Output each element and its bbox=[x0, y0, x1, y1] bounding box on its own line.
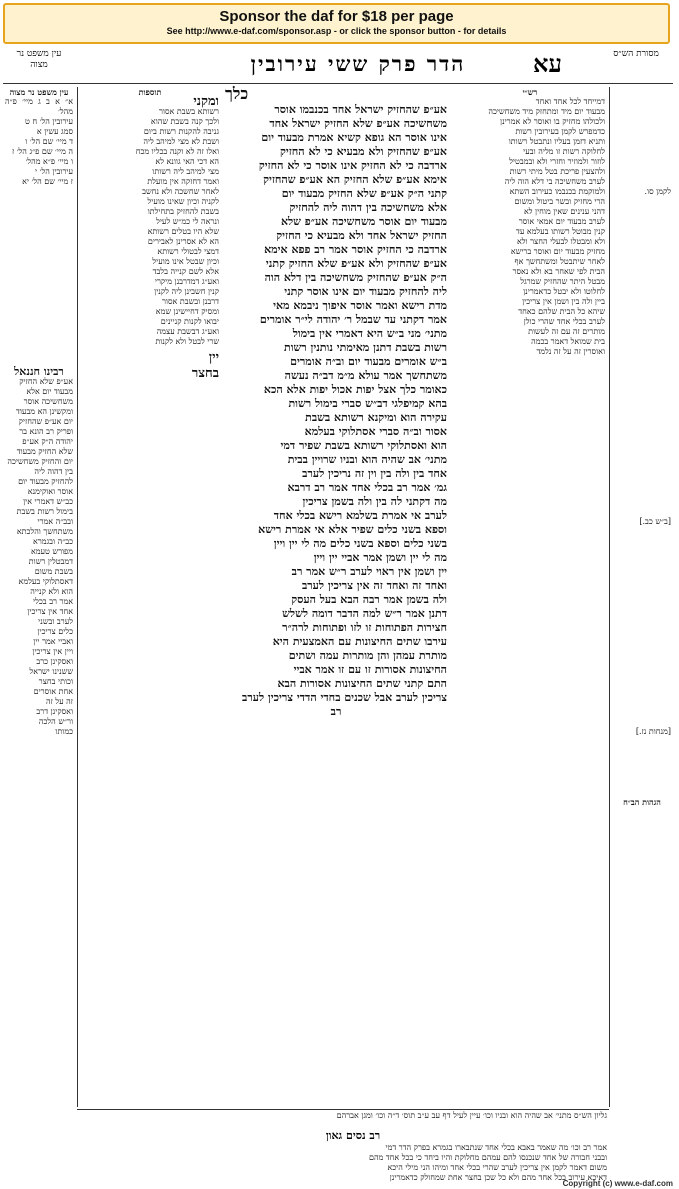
tosafot-text bbox=[81, 107, 219, 347]
rabbeinu-chananel-line: מבעוד יום אלא bbox=[26, 387, 73, 396]
side-ref-1: לקמן סו. bbox=[644, 187, 671, 196]
rashi-line: ולהצעין פריכת בטל מיתי רשות bbox=[509, 167, 605, 176]
gemara-line: אחד בין ולה בין וין זה נריכין לערב bbox=[302, 467, 447, 480]
hagahot-habach-title: הגהות הב״ח bbox=[623, 797, 661, 807]
rashi-line: בית שמואל דאמר בכמה bbox=[531, 337, 605, 346]
rabbeinu-chananel-text bbox=[5, 377, 73, 737]
gemara-line: אע״פ שהחזיק ישראל אחד בכנבמו אוסר bbox=[274, 103, 447, 116]
gemara-line: מותרת עמהן והן מותרות עמה ושתים bbox=[288, 649, 447, 662]
rashi-line: לוזור ולמוזיר וחזרי ולא ובמבטיל bbox=[509, 157, 605, 166]
gemara-line: התם קתני שתים החיצונות אסורות הבא bbox=[277, 677, 447, 690]
rashi-line: מבטל היתר שהחזיק שמרגל bbox=[520, 277, 605, 286]
gemara-line: רשות בשבת דתנן מאימתי נותנין רשות bbox=[283, 341, 447, 354]
chapter-title: הדר פרק ששי עירובין bbox=[250, 51, 466, 76]
gemara-line: גמ׳ אמר רב בכלי אחד אמר רב דרבא bbox=[287, 481, 447, 494]
gemara-line: ארדבה כי לא החזיק אינו אוסר כי לא החזיק bbox=[258, 159, 447, 172]
gemara-line: לערב אי אמרת בשלמא רישא בכלי אחד bbox=[273, 509, 447, 522]
right-margin-divider bbox=[609, 87, 610, 1107]
talmud-page bbox=[3, 47, 673, 1182]
rabbeinu-chananel-line: כב״ה ובגמרא bbox=[33, 537, 73, 546]
far-left-column bbox=[5, 87, 73, 1107]
tosafot-line: אלא לשם קנייה בלבד bbox=[152, 267, 219, 276]
tosafot-line: וכיון שבטל אינו מועיל bbox=[152, 257, 219, 266]
ein-mishpat-heading: עין משפט נר מצוה bbox=[9, 87, 69, 97]
rashi-line: שיהא כל הבית שלהם כאחד bbox=[518, 307, 605, 316]
tosafot-line: יבואו לקנות קניינים bbox=[160, 317, 219, 326]
gemara-line: בהא קמיפלגי דב״ש סברי בימול רשות bbox=[288, 397, 447, 410]
tosafot-line: שלא היו בטלים רשותא bbox=[147, 227, 219, 236]
gemara-text bbox=[225, 103, 447, 705]
gemara-line: ב״ש אומרים מבעוד יום וב״ה אומרים bbox=[290, 355, 447, 368]
rabbeinu-chananel-line: משחשיכה אוסר bbox=[23, 397, 73, 406]
rabbeinu-chananel-line: וכותי בחצר bbox=[38, 677, 73, 686]
rav-nissim-gaon-title: רב נסים גאון bbox=[325, 1129, 381, 1142]
bottom-commentary-line: אמר רב וכו׳ מה שאמר באבא בכלי אחד שנתבארו בגמרא בפרק הדר דמי bbox=[385, 1143, 607, 1152]
tosafot-line: הא לא אסרינן לאבירים bbox=[147, 237, 219, 246]
rabbeinu-chananel-line: זה על זה bbox=[45, 697, 73, 706]
right-margin-column bbox=[613, 87, 671, 1177]
rabbeinu-chananel-line: אמר רב בכלי bbox=[33, 597, 73, 606]
tosafot-section-bachatzer: בחצר bbox=[191, 366, 219, 381]
masoret-hashas-label: מסורת הש״ס bbox=[613, 49, 659, 59]
tosafot-line: ונראה לי כמ״ש לעיל bbox=[156, 217, 219, 226]
gemara-line: קתני ה״ק אע״פ שלא החזיק מבעוד יום bbox=[281, 187, 447, 200]
gemara-line: דתנן אמר ר״ש למה הדבר דומה לשלש bbox=[282, 607, 447, 620]
tosafot-line: בשבת להחזיק בתחילתו bbox=[147, 207, 219, 216]
ein-mishpat-line: ד מיי׳ שם הל׳ ו bbox=[25, 137, 73, 146]
gemara-line: מדת רישא ואמר אוסר איפוך ניבמא מאי bbox=[273, 299, 447, 312]
rabbeinu-chananel-line: הוא ולא קנייה bbox=[30, 587, 73, 596]
rabbeinu-chananel-line: ואסקינן כרב bbox=[36, 657, 73, 666]
bottom-commentary-line: משום דאמר לקמן אין צריכין לערב שהרי בכלי אחד ומיהו הני מילי היכא bbox=[387, 1163, 607, 1172]
gemara-line: מבעוד יום אוסר משחשיכה אע״פ שלא bbox=[280, 215, 447, 228]
rabbeinu-chananel-line: ששנינו ישראל bbox=[29, 667, 73, 676]
ein-mishpat-line: ז מיי׳ שם הל׳ יא bbox=[22, 177, 73, 186]
rashi-line: הרי מחזיק ובשר ביטול ומשום bbox=[514, 197, 605, 206]
rashi-line: לערב מבעוד יום אמאי אוסר bbox=[518, 217, 605, 226]
rabbeinu-chananel-line: ומקשינן הא מבעוד bbox=[16, 407, 73, 416]
gemara-line: עירבו שתים החיצונות עם האמצעית היא bbox=[272, 635, 447, 648]
rabbeinu-chananel-line: לערב ובשני bbox=[38, 617, 73, 626]
rabbeinu-chananel-line: יום והחזיק משחשיכה bbox=[7, 457, 73, 466]
ein-mishpat-line: א״ א ב ג מיי׳ פ״ה מהל׳ bbox=[5, 97, 73, 116]
gemara-line: אינו אוסר הא גופא קשיא אמרת מבעוד יום bbox=[261, 131, 447, 144]
tosafot-section-umakni: ומקני bbox=[193, 94, 219, 109]
gemara-line: אמר דקתני עד שבמל ר׳ יהודה לי״ר אומרים bbox=[259, 313, 447, 326]
gemara-line: מה לי יין ושמן אמר אביי יין ויין bbox=[313, 551, 447, 564]
ein-mishpat-line: עירובין הל׳ ח ט bbox=[25, 117, 73, 126]
rashi-line: לערב בכלי אחד שהרי כולן bbox=[523, 317, 605, 326]
rashi-line: מבעוד יום מיד ומתחזק מיד משחשיכה bbox=[488, 107, 605, 116]
gemara-line: בשני כלים וספא בשני כלים מה לי יין ויין bbox=[273, 537, 447, 550]
tosafot-line: דרבנן ובשבת אסור bbox=[162, 297, 219, 306]
gemara-line: ארדבה כי החזיק אוסר אמר רב פפא אימא bbox=[264, 243, 447, 256]
rashi-line: מותרים זה עם זה לעשות bbox=[528, 327, 605, 336]
rashi-line: לחלוקה רשות זו מליה ובעי bbox=[523, 147, 605, 156]
rabbeinu-chananel-line: ופריק רב הונא בר bbox=[19, 427, 73, 436]
bottom-commentary-text bbox=[81, 1143, 607, 1182]
gemara-line: צריכין לערב אבל שכנים בחדי הדדי צריכין לערב bbox=[242, 691, 447, 704]
tosafot-line: ואע״ג דמדרבנן מיקרי bbox=[154, 277, 219, 286]
tosafot-line: ושבת לא מצי למיהב ליה bbox=[143, 137, 219, 146]
tosafot-line: ולכך קנה בשבת שהוא bbox=[150, 117, 219, 126]
tosafot-line: קנין חשבינן ליה לקנין bbox=[154, 287, 219, 296]
bottom-divider bbox=[77, 1109, 609, 1110]
rabbeinu-chananel-title: רבינו חננאל bbox=[14, 365, 64, 378]
rabbeinu-chananel-line: משתחשך והלכתא bbox=[16, 527, 73, 536]
rashi-text bbox=[455, 97, 605, 357]
rabbeinu-chananel-line: שלא החזיק מבעוד bbox=[16, 447, 73, 456]
gemara-line: וספא בשני כלים שפיר אלא אי אמרת רישא bbox=[258, 523, 447, 536]
gemara-line: משתחשך אמר עולא מ״מ דב״ה נעשה bbox=[284, 369, 447, 382]
rashi-label: רש״י bbox=[522, 87, 538, 97]
folio-number: עא bbox=[533, 49, 562, 78]
rabbeinu-chananel-line: כב״ש דאמרי אין bbox=[23, 497, 73, 506]
tosafot-line: לקניה וכיון שאינו מועיל bbox=[147, 197, 219, 206]
ein-mishpat-line: עירובין הל׳ י bbox=[35, 167, 73, 176]
tosafot-line: ואע״ג דבשבת עצמה bbox=[156, 327, 219, 336]
ein-mishpat-line: ה מיי׳ שם פ״ג הל׳ ז bbox=[11, 147, 73, 156]
gemara-line: אלא משחשיכה בין דהוה ליה להחזיק bbox=[289, 201, 447, 214]
tosafot-line: שרי לבטל ולא לקנות bbox=[155, 337, 219, 346]
side-ref-3: [מנחות נז.] bbox=[635, 727, 671, 736]
rashi-line: לאחר שיתבטל ומשתחשך אף bbox=[514, 257, 605, 266]
tosafot-column bbox=[81, 87, 219, 1107]
tosafot-section-yayin: יין bbox=[208, 350, 219, 365]
rabbeinu-chananel-line: יהודה ה״ק אע״פ bbox=[22, 437, 73, 446]
gemara-line: מה דקתני לה בין ולה בשמן צריכין bbox=[302, 495, 447, 508]
rashi-line: ביין ולה בין ושמן אין צריכין bbox=[522, 297, 605, 306]
gemara-line: כאומר כלך אצל יפות אכול יפות אלא הכא bbox=[263, 383, 447, 396]
rashi-line: דהני ענינים שאין מוחין לא bbox=[523, 207, 605, 216]
tosafot-line: דמצי לבטולי רשותא bbox=[157, 247, 219, 256]
rabbeinu-chananel-line: בין דהוה ליה bbox=[34, 467, 73, 476]
rabbeinu-chananel-line: ור״ש הלכה bbox=[38, 717, 73, 726]
sponsor-banner[interactable] bbox=[3, 3, 670, 44]
page-header bbox=[3, 47, 673, 87]
gilyon-hashas bbox=[81, 1111, 607, 1127]
rabbeinu-chananel-line: יום אע״פ שהחזיק bbox=[18, 417, 73, 426]
rashi-line: לערב משחשיכה בי דלא הוה ליה bbox=[504, 177, 605, 186]
rabbeinu-chananel-line: כמותו bbox=[55, 727, 73, 736]
rabbeinu-chananel-line: אחת אוסרים bbox=[33, 687, 73, 696]
tosafot-line: הא דכי האי גוונא לא bbox=[155, 157, 219, 166]
rabbeinu-chananel-line: מפורש טעמא bbox=[30, 547, 73, 556]
header-divider bbox=[3, 83, 673, 84]
rabbeinu-chananel-line: כלים צריכין bbox=[37, 627, 73, 636]
rashi-line: הבית לפי שאחר בא ולא נאסר bbox=[512, 267, 605, 276]
side-ref-2: [ב״ש כב.] bbox=[639, 517, 671, 526]
gilyon-text: גליון הש״ס מתני׳ אב שהיה הוא ובניו וכו׳ עיין לעיל דף עב ע״ב תוס׳ ד״ה וכו׳ ומגן אברהם bbox=[336, 1111, 607, 1120]
ein-mishpat-label: עין משפט נר מצוה bbox=[16, 49, 62, 70]
rashi-line: כדמפרש לקמן בעירובין רשות bbox=[515, 127, 605, 136]
tosafot-line: לאחר שחשכה ולא נחשב bbox=[142, 187, 219, 196]
rashi-line: ואוסרין זה על זה נלמד bbox=[536, 347, 605, 356]
tosafot-line: ואלו זה לא וקנה בכליו מכח bbox=[135, 147, 219, 156]
rabbeinu-chananel-line: בימול רשות בשבת bbox=[16, 507, 73, 516]
rabbeinu-chananel-line: להחזיק מבעוד יום bbox=[18, 477, 73, 486]
tosafot-label: תוספות bbox=[138, 87, 162, 97]
rashi-line: מחזיק מבעוד יום ואוסר ברישא bbox=[510, 247, 605, 256]
sponsor-headline[interactable]: Sponsor the daf for $18 per page bbox=[219, 8, 454, 25]
tosafot-line: מצי למיהב ליה רשותו bbox=[152, 167, 219, 176]
rashi-column bbox=[455, 87, 605, 1107]
bottom-commentary-line: דאיכא עירוב בכל אחד מהם ולא כל שכן בחצר אחת שמחולק כדאמרינן bbox=[389, 1173, 607, 1182]
rashi-line: ולא ומבטלו לבעלי החצר ולא bbox=[516, 237, 605, 246]
rabbeinu-chananel-line: דאסתלוקי בעלמא bbox=[18, 577, 73, 586]
tosafot-line: ואמר דחזקה אין מועלת bbox=[147, 177, 219, 186]
gemara-line: חצירות הפתוחות זו לזו ופתוחות לרה״ר bbox=[282, 621, 447, 634]
rashi-line: דמייחד לכל אחד ואחד bbox=[535, 97, 605, 106]
gemara-line: ליה להחזיק מבעוד יום אינו אוסר קתני bbox=[284, 285, 447, 298]
rabbeinu-chananel-line: אע״פ שלא החזיק bbox=[19, 377, 73, 386]
rashi-line: קנין מבוטל רשותו בעלמא עד bbox=[515, 227, 605, 236]
tosafot-line: רשותא בשבת אסור bbox=[159, 107, 219, 116]
gemara-line: מתני׳ אב שהיה הוא ובניו שרויין בבית bbox=[287, 453, 447, 466]
copyright-footer[interactable]: Copyright (c) www.e-daf.com bbox=[562, 1179, 673, 1188]
tosafot-line: גניבה להקנות רשות ביום bbox=[143, 127, 219, 136]
rashi-line: ולכולהו מחזיק בו ואוסר לא אמרינן bbox=[500, 117, 605, 126]
gemara-line: משחשיכה אע״פ שלא החזיק ישראל אחד bbox=[269, 117, 447, 130]
gemara-line: אע״פ שהחזיק ולא אע״פ שלא החזיק קתני bbox=[265, 257, 447, 270]
gemara-line: ולה בשמן אמר רבה הבא בעל העסק bbox=[291, 593, 447, 606]
rabbeinu-chananel-line: ואביי אמר יין bbox=[33, 637, 73, 646]
gemara-line: יין ושמן אין ראוי לערב ר״ש אמר רב bbox=[291, 565, 447, 578]
gemara-line: עקירה הוא ומיקנא רשותא בשבת bbox=[305, 411, 447, 424]
ein-mishpat-text bbox=[5, 97, 73, 187]
gemara-column bbox=[225, 84, 447, 1107]
rabbeinu-chananel-line: אחד אין צריכין bbox=[27, 607, 73, 616]
rashi-line: ותניא דזמן בעליו ונתבטל רשותו bbox=[508, 137, 605, 146]
gemara-line: מתני׳ מני ב״ש היא דאמרי אין בימול bbox=[292, 327, 447, 340]
rabbeinu-chananel-line: ויין אין צריכין bbox=[32, 647, 73, 656]
gemara-line: אסור וב״ה סברי אסתלוקי בעלמא bbox=[304, 425, 447, 438]
gemara-line: החיצונות אסורות זו עם זו אמר אביי bbox=[293, 663, 447, 676]
rabbeinu-chananel-line: דמבטלין רשות bbox=[28, 557, 73, 566]
gemara-closing-word: רב bbox=[330, 705, 342, 718]
rabbeinu-chananel-line: בשבת משום bbox=[34, 567, 73, 576]
bottom-commentary-line: ובבני חבורה של אחד שנכנסו להם עמהם מחלוקת והיו ביחד כי בכל אחד מהם bbox=[368, 1153, 607, 1162]
rabbeinu-chananel-line: ובב״ה אמרי bbox=[37, 517, 73, 526]
gemara-line: אימא אע״פ שלא החזיק הא אע״פ שהחזיק bbox=[263, 173, 447, 186]
rabbeinu-chananel-line: אוסר ואוקימנא bbox=[27, 487, 73, 496]
rabbeinu-chananel-line: ואסקינן דרב bbox=[36, 707, 73, 716]
left-margin-divider bbox=[77, 87, 78, 1107]
gemara-line: אע״פ שהחזיק ולא מבעיא כי לא החזיק bbox=[279, 145, 447, 158]
ein-mishpat-line: ו מיי׳ פ״א מהל׳ bbox=[25, 157, 73, 166]
rashi-line: ולמוקמת בכנבמו כעירוב השתא bbox=[509, 187, 605, 196]
gemara-line: החזיק ישראל אחד ולא מבעיא כי החזיק bbox=[276, 229, 447, 242]
gemara-line: הוא ואסתלוקי רשותא בשבת שפיר דמי bbox=[280, 439, 447, 452]
gemara-line: ואחד זה ואחד זה אין צריכין לערב bbox=[301, 579, 447, 592]
rashi-line: לחלוטו ולא יבטל כדאמרינן bbox=[523, 287, 605, 296]
gemara-opening-word: כלך bbox=[225, 84, 249, 103]
sponsor-subline[interactable]: See http://www.e-daf.com/sponsor.asp - or click the sponsor button - for details bbox=[166, 26, 507, 36]
gemara-line: ה״ק אע״פ שהחזיק משחשיכה בין דלא הוה bbox=[264, 271, 447, 284]
ein-mishpat-line: סמג עשין א bbox=[36, 127, 73, 136]
tosafot-line: ומסיק דחיישינן שמא bbox=[155, 307, 219, 316]
